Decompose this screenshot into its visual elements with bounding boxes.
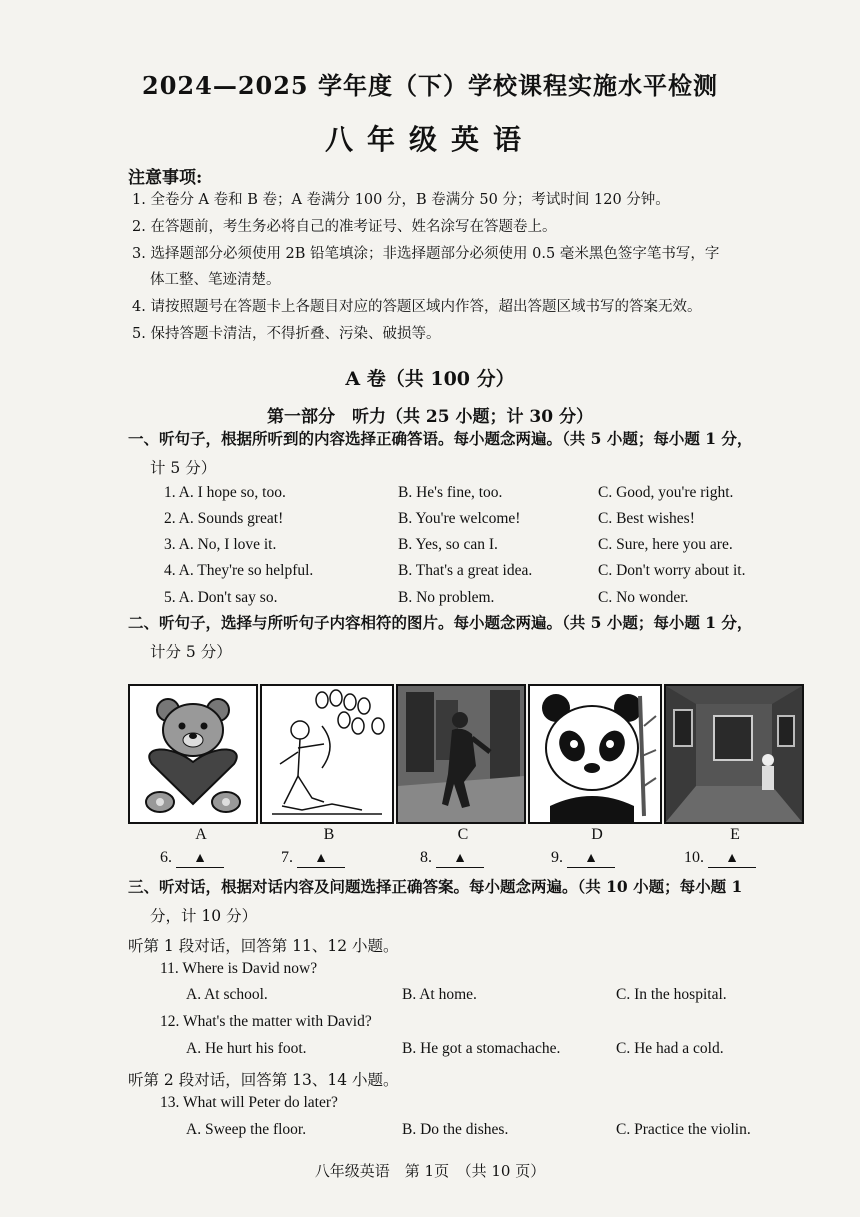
picture-label: E (730, 826, 740, 843)
picture-label: D (591, 826, 603, 843)
question-text: 11. Where is David now? (160, 960, 318, 977)
picture-label: A (195, 826, 207, 843)
option-c: C. Good, you're right. (598, 484, 734, 501)
option-c: C. Best wishes! (598, 510, 695, 527)
option-b: B. Do the dishes. (402, 1121, 509, 1138)
option-a: 5. A. Don't say so. (164, 589, 278, 606)
picture-archer-balloons (260, 684, 394, 824)
option-c: C. No wonder. (598, 589, 689, 606)
triangle-marker-icon: ▲ (725, 851, 739, 866)
picture-panda (528, 684, 662, 824)
section2-heading-cont: 计分 5 分） (150, 643, 232, 661)
option-a: 4. A. They're so helpful. (164, 562, 314, 579)
picture-row (128, 684, 802, 822)
option-c: C. Sure, here you are. (598, 536, 733, 553)
option-b: B. That's a great idea. (398, 562, 533, 579)
note-item: 4. 请按照题号在答题卡上各题目对应的答题区域内作答，超出答题区域书写的答案无效。 (132, 299, 702, 315)
section3-heading-cont: 分，计 10 分） (150, 907, 258, 925)
option-b: B. He's fine, too. (398, 484, 503, 501)
triangle-marker-icon: ▲ (193, 851, 207, 866)
note-item: 1. 全卷分 A 卷和 B 卷；A 卷满分 100 分，B 卷满分 50 分；考试时间 120 分钟。 (132, 192, 670, 208)
option-a: 1. A. I hope so, too. (164, 484, 286, 501)
triangle-marker-icon: ▲ (584, 851, 598, 866)
picture-museum-gallery (664, 684, 804, 824)
dialog-instruction: 听第 1 段对话，回答第 11、12 小题。 (128, 937, 399, 955)
option-c: C. Don't worry about it. (598, 562, 746, 579)
answer-blank[interactable]: 7. ▲ (281, 849, 345, 868)
notes-heading: 注意事项: (128, 168, 203, 188)
dialog-instruction: 听第 2 段对话，回答第 13、14 小题。 (128, 1071, 399, 1089)
note-item: 体工整、笔迹清楚。 (150, 272, 281, 288)
option-c: C. He had a cold. (616, 1040, 724, 1057)
answer-blank[interactable]: 8. ▲ (420, 849, 484, 868)
question-text: 12. What's the matter with David? (160, 1013, 372, 1030)
option-a: 2. A. Sounds great! (164, 510, 284, 527)
answer-blank[interactable]: 9. ▲ (551, 849, 615, 868)
answer-blank[interactable]: 10. ▲ (684, 849, 756, 868)
option-a: A. At school. (186, 986, 268, 1003)
section3-heading: 三、听对话，根据对话内容及问题选择正确答案。每小题念两遍。（共 10 小题；每小题 1 (128, 877, 743, 896)
note-item: 2. 在答题前，考生务必将自己的准考证号、姓名涂写在答题卷上。 (132, 219, 557, 235)
option-a: A. Sweep the floor. (186, 1121, 307, 1138)
option-b: B. You're welcome! (398, 510, 521, 527)
triangle-marker-icon: ▲ (453, 851, 467, 866)
option-a: 3. A. No, I love it. (164, 536, 277, 553)
exam-title: 2024—2025 学年度（下）学校课程实施水平检测 (142, 71, 718, 100)
page-footer: 八年级英语 第 1页 （共 10 页） (314, 1162, 546, 1180)
section2-heading: 二、听句子，选择与所听句子内容相符的图片。每小题念两遍。（共 5 小题；每小题 1 分， (128, 613, 753, 632)
option-b: B. No problem. (398, 589, 495, 606)
section1-heading: 一、听句子，根据所听到的内容选择正确答语。每小题念两遍。（共 5 小题；每小题 1 分， (128, 429, 753, 448)
part1-title: 第一部分 听力（共 25 小题；计 30 分） (267, 407, 593, 427)
exam-subtitle: 八年级英语 (324, 123, 535, 156)
note-item: 3. 选择题部分必须使用 2B 铅笔填涂；非选择题部分必须使用 0.5 毫米黑色签字笔书写，字 (132, 246, 720, 262)
option-c: C. Practice the violin. (616, 1121, 751, 1138)
picture-teddy-bear (128, 684, 258, 824)
picture-label: B (323, 826, 335, 843)
picture-label: C (457, 826, 469, 843)
option-b: B. He got a stomachache. (402, 1040, 561, 1057)
picture-person-walking (396, 684, 526, 824)
paper-a-title: A 卷（共 100 分） (345, 368, 515, 390)
triangle-marker-icon: ▲ (314, 851, 328, 866)
section1-heading-cont: 计 5 分） (150, 459, 217, 477)
question-text: 13. What will Peter do later? (160, 1094, 338, 1111)
option-b: B. At home. (402, 986, 477, 1003)
option-b: B. Yes, so can I. (398, 536, 498, 553)
option-c: C. In the hospital. (616, 986, 727, 1003)
answer-blank[interactable]: 6. ▲ (160, 849, 224, 868)
option-a: A. He hurt his foot. (186, 1040, 307, 1057)
note-item: 5. 保持答题卡清洁，不得折叠、污染、破损等。 (132, 326, 441, 342)
